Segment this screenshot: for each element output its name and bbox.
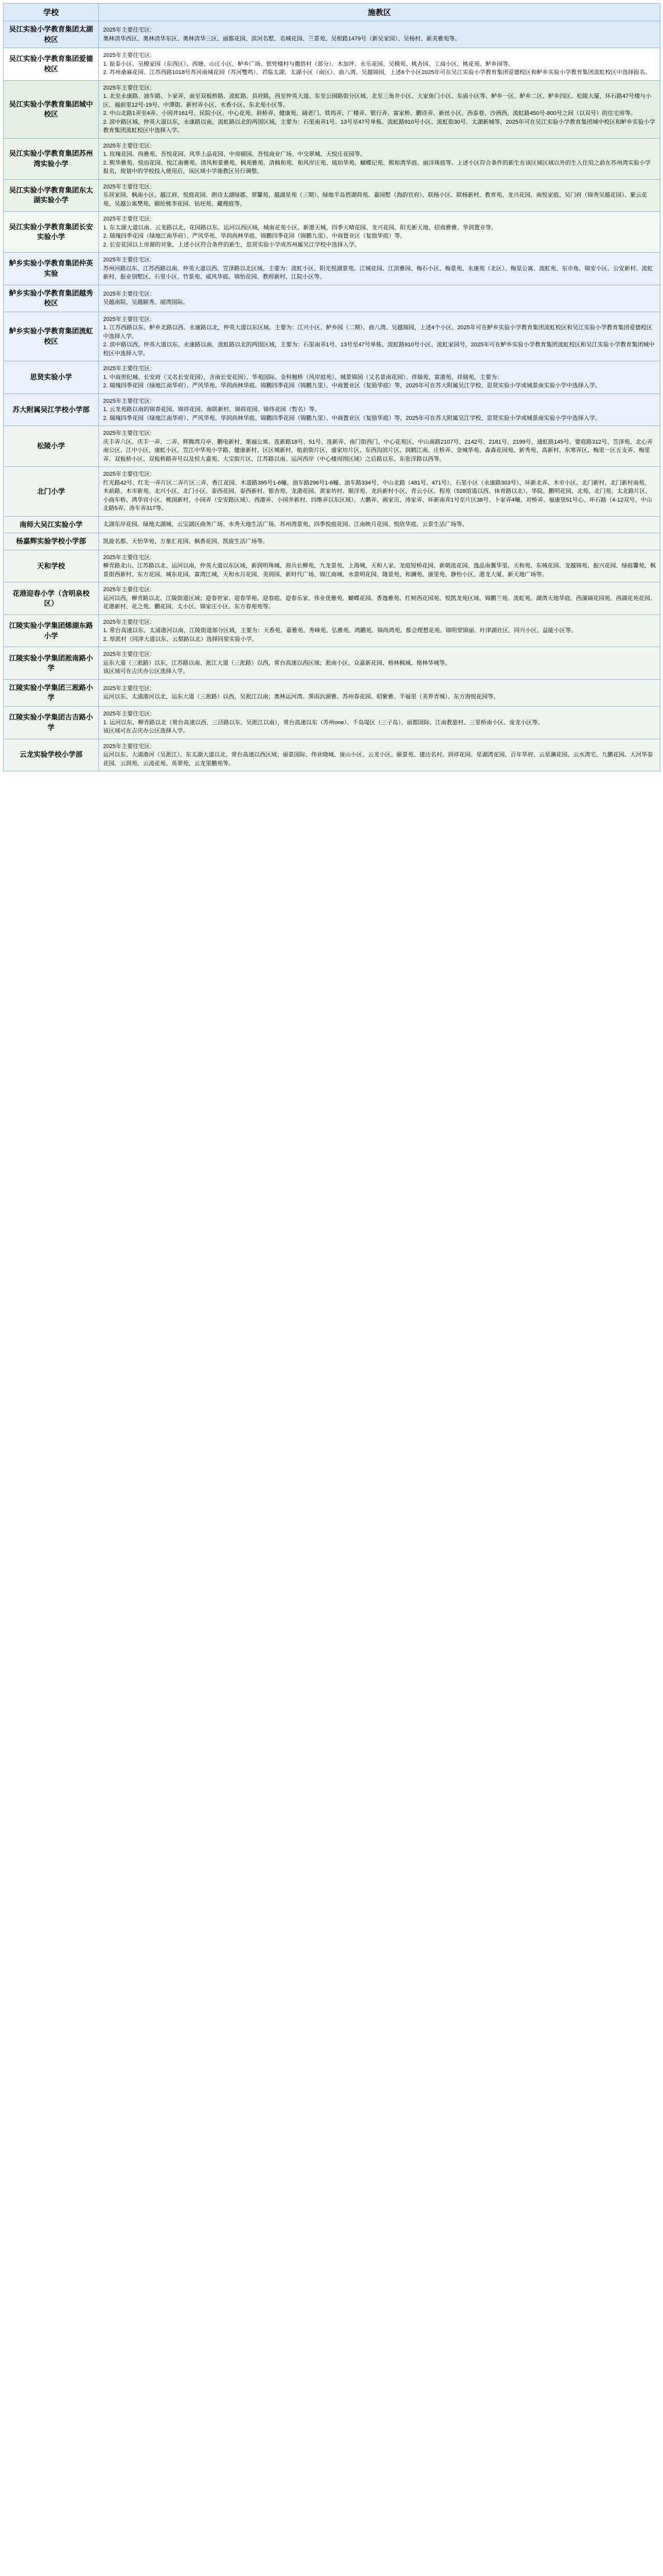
zone-line: 2. 苏州桑麻花园、江苏西路1018号苏河南城花园（苏河雙鸣）、君临太湖、太湖小区（南区）、曲八湾、吴越锦园，上述6个小区2025年可在吴江实验小学教育集团爱德校区和鲈乡实验小学教育集团流虹校区中选择报名。 xyxy=(103,69,651,76)
zone-description-cell xyxy=(99,550,660,582)
zone-line: 2. 滨中路区域，仲英大道以东，永康路以南，流虹路以北的两国区域，主要为：石里南弄1号、13号至47号单栋、流虹路910号小区、流虹街30号、太湖新城等，2025年可在吴江实验小学教育集团城中校区和鲈乡实验小学教育集团流虹校区中选择入学。 xyxy=(103,119,655,134)
table-row xyxy=(4,285,660,312)
school-name-cell: 花港迎春小学（含明泉校区） xyxy=(4,582,99,615)
table-row xyxy=(4,393,660,426)
zone-description-cell xyxy=(99,679,660,706)
school-name-cell: 天和学校 xyxy=(4,550,99,582)
zone-description-cell xyxy=(99,647,660,680)
zone-line: 乐居家园、枫南小区、越江府、悦庭花园、朗诗太湖绿郡、翠馨苑、越湖星苑（三期）、绿地半岛碧湖荷苑、嘉园墅（海韵官府）、联杨小区、联杨新村、教育苑、龙兴花园、南悦家庭、吴门府（锦秀吴越花园）、紫云花苑、吴越公寓樊苑、颐纶桃李花园、钻坯苑、藏理庭等。 xyxy=(103,192,647,207)
zone-description-cell xyxy=(99,312,660,361)
school-name-cell: 吴江实验小学教育集团长安实验小学 xyxy=(4,212,99,253)
school-name-cell: 鲈乡实验小学教育集团仲英实验 xyxy=(4,253,99,285)
zone-line: 1. 振泰小区、吴模家园（东西区）、西塘、山庄小区、鲈乡广场、银兜楼村与撒搭村（部分）、木加坪、永乐花园、吴模苑、桃杏园、工商小区、桃花苑、鲈乡园等。 xyxy=(103,61,514,67)
table-row xyxy=(4,253,660,285)
zone-line: 2. 瑞瑰四季花园（绿地江南华府）、严风华苑、华润尚林华庭、锦鹏四季花园（锦鹏九里）、中商置业区（复励华庭）等。 xyxy=(103,233,406,240)
zone-line: 2025年主要住宅区: xyxy=(103,183,152,190)
zone-line: 太湖东岸花园、绿地太湖城、云宝湖区商务广场、水秀天地生活广场、苏州湾景苑、四季悦庭花园、江南映月花园、悦欣华庭、云景生活广场等。 xyxy=(103,521,468,528)
zone-line: 2025年主要住宅区: xyxy=(103,743,152,750)
zone-line: 2025年主要住宅区: xyxy=(103,257,152,264)
zone-description-cell xyxy=(99,285,660,312)
zone-description-cell xyxy=(99,212,660,253)
column-header-zone: 施教区 xyxy=(99,4,660,21)
zone-description-cell xyxy=(99,707,660,739)
table-body xyxy=(4,21,660,771)
zone-description-cell xyxy=(99,582,660,615)
zone-line: 2. 滨中路以西，仲英大道以东、永康路以南，流虹路以北的两国区域，主要为：石里南弄1号、13号至47号单栋、流虹路910号小区、流虹家园号，2025年可在鲈乡实验小学教育集团流虹校区和吴江实验小学教育集团城中校区中选择入学。 xyxy=(103,342,655,357)
zone-line: 苏州河路以东、江苏西路以南、仲英大道以西、笠泽路以北区域。主要为：流虹小区、阳光悦湖景苑、江城花园、江滨雅园、梅石小区、梅景苑、永康苑（北区）、梅里公寓、流虹苑、东市角、锦安小区、公安新村、流虹新村、振业别墅区、石里小区、竹景苑、威风华庭、锦怡花园、教师新村、江院小区等。 xyxy=(103,265,653,281)
zone-line: 1. 常台高速以东、太浦港河以南，江陵街道部分区域，主要为：天香苑、嘉雅苑、秀峰苑、弘雅苑、鸿鹏苑、锦尚鸿苑、都会理想花苑、锦明堂锦丽、叶津湖社区、同兴小区、益能小区等。 xyxy=(103,627,577,634)
zone-description-cell xyxy=(99,80,660,138)
zone-line: 运河以西，柳青路以北、江陵街道区域；迎春世家、迎春华苑、迎春庭、迎春乐家、伟业优雅苑、蝴蝶花园、香逸雅苑、红树西花园苑、悦凯龙苑区域、锦鹏兰苑、流虹苑、湖湾天地华庭、西蒲阔花园苑、西湖花苑花园、花港新村、花之苑、鹏花园、太小区、锦家庄小区、东方春苑苑等。 xyxy=(103,595,656,610)
table-row xyxy=(4,21,660,48)
column-header-school: 学校 xyxy=(4,4,99,21)
zone-description-cell xyxy=(99,533,660,550)
zone-description-cell xyxy=(99,138,660,179)
school-name-cell: 江陵实验小学集团三淞路小学 xyxy=(4,679,99,706)
school-name-cell: 江陵实验小学集团古吉路小学 xyxy=(4,707,99,739)
zone-line: 庆丰弄六区、庆丰一弄、二弄、辉腾湾月亭、鹏电新村、栗福公寓、连新路18号、51号、连新弄、南门街西门、中心花苑区、中山南路2107号、2142号、2181号、2199号、通虹路145号、要庭路312号、笠泽苑、北心弄南公区、江中小区、康虹小区、笠江中华苑小学路、健康新村、区区城新村、航前街片区、盛家坊片区、东西沟滨片区、润鹤江南、庄桥弄、金城华苑、森森花园苑、新秀苑、高新村、东寒弄区、梅里一区五支弄、梅里弄、双板桥小区、双板桥路弄号以及恒大嘉苑、大宝街片区、江苏路以南、运河西岸（中心楼周围区域）之后路以东、东张洋路以西等。 xyxy=(103,438,653,462)
zone-description-cell xyxy=(99,393,660,426)
zone-line: 该区域可在吉庆办公区选择入学。 xyxy=(103,728,189,734)
school-name-cell: 江陵实验小学集团淞南路小学 xyxy=(4,647,99,680)
zone-line: 2025年主要住宅区: xyxy=(103,365,152,372)
zone-line: 2025年主要住宅区: xyxy=(103,290,152,297)
table-row xyxy=(4,550,660,582)
zone-line: 柳青路北山、江苏路以北、运河以南，仲英大道以东区域，新润明珠城、海兵长柳苑、九龙景苑、上海城、天和人家、龙庭短桥花园、新朝流花园、逸品南翼华里、天和苑、东城花园、龙越锦苑、振兴花园、绿庭馨苑、枫景街西新村、东方花园、城东花园、富湾江城、天和水月花园、美润园、新时代广场、锦江商城、水景明花园、隆景苑、和澜苑、康里苑、静怡小区、港龙大厦、新天地广场等。 xyxy=(103,563,656,578)
school-name-cell: 鲈乡实验小学教育集团流虹校区 xyxy=(4,312,99,361)
zone-line: 红光路42号、红光一弄片区二弄片区三弄、香江花园、木道路395号1-6幢、油车路296号1-6幢、油车路334号、中山北路（481号、471号）、石里小区（永康路303号）、环新北弄、木市小区、北门新村、北门新村南苑、木前路、木市新苑、北兴小区、北门小区、泰西花园、泰西新村、银杏苑、龙港花园、黄家坊村、顺洋苑、龙浜新村小区、青云小区、程苑（528馆道以西、体育路以北）、华院、鹏明花园、北苑、北门苑、太北路片区、小商车桥、鸿华宫小区、桃国新村、小园弄（安安路区域）、西港弄、小园并新村、四维弄以东区域）、大鹏弄、画家页、涛家弄、环新南弄1号至片区38号、卜家弄4幢、对桥弄、福康里51号心、坏石路（4-12双号、中山北路5弄、涛车弄317等。 xyxy=(103,479,652,512)
zone-line: 1. 中商世纪城、长安府（又名长安花园），含南长安花园）、华苑国际、金科翘桥（风岸庭苑）、城景锦园（又名景南花园）、祥瑞苑、富港苑、祥瑞苑。主要为： xyxy=(103,374,503,380)
table-header xyxy=(4,4,660,21)
table-row xyxy=(4,516,660,533)
zone-line: 2025年主要住宅区: xyxy=(103,84,152,91)
zone-line: 该区域可在吉庆办公区选择入学。 xyxy=(103,668,189,675)
table-row xyxy=(4,614,660,647)
table-row xyxy=(4,679,660,706)
table-row xyxy=(4,707,660,739)
zone-line: 1. 云龙苑路以南的锦春花园、锦祥花园、南联新村、锦荷花园、锦伟花园（暂名）等。 xyxy=(103,406,321,413)
zone-line: 2. 熙华雅苑、悦而花园、悦江南雅苑、清风和景雅苑、枫苑雅苑、清枫和苑、和风岸庄苑、琉珀华苑、蝴蝶记苑、熙和湾华庭、丽洋珠庭等。上述小区符合条件的新生在该区域区域以外的生入住用之前在苏州湾实验小学报名，规划中的学校投入使用后，该区域小学施教区另行调整。 xyxy=(103,159,651,175)
zone-line: 运河以东、太浦港河以北，运东大道（三淞路）以西，吴淞江以南；奥林运河湾、霁雨浜源雅、苏州春花园、昭紫雅、半福里（美界青城）、东方海悦花园等。 xyxy=(103,694,499,700)
zone-line: 2. 瑞瑰四季花园（绿地江南华府）、严风华苑、华润尚林华庭、锦鹏四季花园（锦鹏九里）、中商置业区（复励华庭）等，2025年可在苏大附属吴江学校、思贤实验小学或城景南实验小学中选择入学。 xyxy=(103,415,601,421)
zone-line: 2025年主要住宅区: xyxy=(103,216,152,223)
school-zone-sheet xyxy=(0,0,663,777)
zone-line: 2. 中山北路1弄至4弄、小园并161号、民院小区、中心花苑、斜桥弄、健康苑、阔老门、铁坞弄、厂楼弄、银行弄、富家桥、鹏诗弄、新丝小区、西泰巷、沙洲西、流虹路450号-800号之间（以双号）的住宅房等。 xyxy=(103,110,637,117)
zone-description-cell xyxy=(99,361,660,394)
table-row xyxy=(4,212,660,253)
school-name-cell: 吴江实验小学教育集团太湖校区 xyxy=(4,21,99,48)
zone-line: 2025年主要住宅区: xyxy=(103,685,152,692)
school-name-cell: 杨嘉辉实验学校小学部 xyxy=(4,533,99,550)
table-row xyxy=(4,582,660,615)
zone-line: 1. 江苏西路以东、鲈乡北路以西、永康路以北，仲英大道以东区域。主要为：江兴小区、鲈乡园（二期）、曲八湾、吴越锦园，上述4个小区、2025年可在鲈乡实验小学教育集团流虹校区和吴江实验小学教育集团爱德校区中选择入学。 xyxy=(103,325,653,340)
zone-description-cell xyxy=(99,179,660,212)
table-row xyxy=(4,647,660,680)
table-row xyxy=(4,533,660,550)
table-row xyxy=(4,48,660,81)
zone-description-cell xyxy=(99,467,660,517)
school-name-cell: 南师大吴江实验小学 xyxy=(4,516,99,533)
zone-description-cell xyxy=(99,614,660,647)
table-row xyxy=(4,80,660,138)
zone-line: 2025年主要住宅区: xyxy=(103,587,152,593)
zone-line: 2025年主要住宅区: xyxy=(103,52,152,59)
school-name-cell: 思贤实验小学 xyxy=(4,361,99,394)
zone-description-cell xyxy=(99,253,660,285)
table-row xyxy=(4,361,660,394)
zone-line: 2025年主要住宅区: xyxy=(103,651,152,658)
zone-line: 运河以东、大浦港河（吴淞江）、东太湖大道以北、常台高速以西区域；丽景国际、伟业晓城、庞山小区、云龙小区、颐景苑、建达名村、润祥花园、星湖湾花园、百年华府、云星澜花园、云水湾宅、九鹏花园、大河华泰花园、云润苑、云凌花苑、英翠苑、云龙里鹏苑等。 xyxy=(103,752,653,767)
zone-description-cell xyxy=(99,739,660,771)
zone-line: 2025年主要住宅区: xyxy=(103,398,152,404)
school-name-cell: 云龙实验学校小学部 xyxy=(4,739,99,771)
zone-description-cell xyxy=(99,516,660,533)
school-zone-table xyxy=(3,3,660,771)
zone-line: 2025年主要住宅区: xyxy=(103,554,152,561)
zone-line: 2025年主要住宅区: xyxy=(103,430,152,437)
zone-line: 2025年主要住宅区: xyxy=(103,471,152,478)
zone-line: 2025年主要住宅区: xyxy=(103,142,152,149)
zone-line: 1. 东太湖大道以南、云龙路以北，花园路以东、运河以西区域，城南花苑小区、新港天城、四季天晴花园、龙兴花园、阳光新天地、招商雅雅、华润置业等。 xyxy=(103,224,497,231)
school-name-cell: 吴江实验小学教育集团爱德校区 xyxy=(4,48,99,81)
school-name-cell: 江陵实验小学集团烯湖东路小学 xyxy=(4,614,99,647)
school-name-cell: 吴江实验小学教育集团城中校区 xyxy=(4,80,99,138)
zone-line: 2. 瑞瑰四季花园（绿地江南华府）、严风华苑、华润尚林华庭、锦鹏四季花园（锦鹏九里）、中商置业区（复励华庭）等，2025年可在苏大附属吴江学校、思贤实验小学或城景南实验小学中选择入学。 xyxy=(103,383,601,389)
school-name-cell: 吴江实验小学教育集团东太湖实验小学 xyxy=(4,179,99,212)
zone-description-cell xyxy=(99,48,660,81)
zone-line: 运东大道（三淞路）以东，江苏路以南、淞江大道（三淞路）以西，常台高速以西区域；淞南小区、众嘉新花园、格林枫城、格林华城等。 xyxy=(103,660,451,666)
table-row xyxy=(4,739,660,771)
zone-description-cell xyxy=(99,426,660,467)
school-name-cell: 吴江实验小学教育集团苏州湾实验小学 xyxy=(4,138,99,179)
school-name-cell: 苏大附属吴江学校小学部 xyxy=(4,393,99,426)
table-row xyxy=(4,426,660,467)
school-name-cell: 鲈乡实验小学教育集团越秀校区 xyxy=(4,285,99,312)
header-row xyxy=(4,4,660,21)
zone-description-cell xyxy=(99,21,660,48)
school-name-cell: 松陵小学 xyxy=(4,426,99,467)
zone-line: 凯旋名都、天怡华苑、万象汇花园、枫香花园、凯旋生活广场等。 xyxy=(103,538,268,545)
zone-line: 吴越南院、吴越颐秀、丽湾国际。 xyxy=(103,299,189,306)
zone-line: 2025年主要住宅区: xyxy=(103,711,152,717)
table-row xyxy=(4,312,660,361)
zone-line: 2. 长安花园以上房源的对象，上述小区符合条件的新生，思贤实验小学或苏州属吴江学校中选择入学。 xyxy=(103,241,361,248)
zone-line: 2. 厚派村（同津大道以东、云梨路以北）选择同里实验小学。 xyxy=(103,636,258,642)
school-name-cell: 北门小学 xyxy=(4,467,99,517)
table-row xyxy=(4,138,660,179)
table-row xyxy=(4,179,660,212)
table-row xyxy=(4,467,660,517)
zone-line: 1. 玫瑰花园、尚雅苑、吾悦花园、风华上品花园、中房颐园、吾悦商业广场、中交翠城、天悦庄花园等。 xyxy=(103,151,366,158)
zone-line: 1. 运河以东、柳青路以北（常台高速以西、三泾路以东、吴淞江以南），常台高速以东（苏州one）、千岛堤区（三子岛）、丽都国际、江南教旅村、三里桥南小区、庞龙小区等。 xyxy=(103,719,544,726)
zone-line: 2025年主要住宅区: xyxy=(103,619,152,625)
zone-line: 奥林清华西区、奥林清华东区、奥林清华三区、丽都花园、滨河名墅、名城花园、兰景苑、吴根路1479号（新吴家园）、吴杨村、新美雅苑等。 xyxy=(103,35,460,42)
zone-line: 1. 北至永康路、油车路、卜家弄，南至双板桥路、流虹路、县府路，西至仲英大道、东至公园路街分区域、北至三角井小区、大家鱼门小区、东庙小区等、鲈乡一区、鲈乡二区、鲈乡四区、松陵大厦、环石路47号楼与小区、福前里12号-19号、中潭街、新村弄小区、水香小区、东北苑小区等。 xyxy=(103,93,652,108)
zone-line: 2025年主要住宅区: xyxy=(103,27,152,34)
zone-line: 2025年主要住宅区: xyxy=(103,316,152,323)
